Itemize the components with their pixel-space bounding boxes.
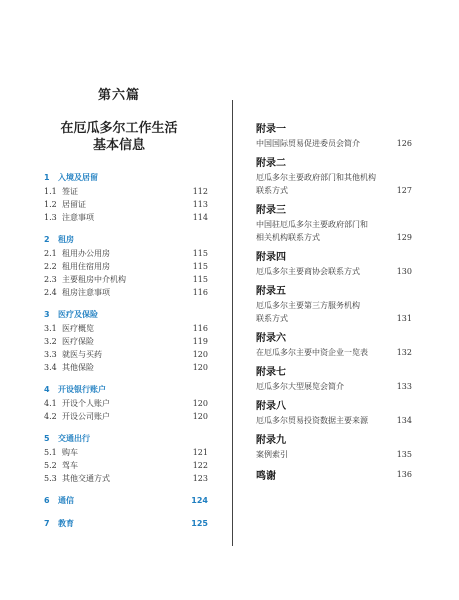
- item-number: 3.1: [44, 324, 57, 333]
- toc-item[interactable]: [44, 361, 208, 374]
- appendix-page: 131: [396, 314, 412, 323]
- appendix-title-line: 在厄瓜多尔主要中资企业一览表: [256, 348, 368, 357]
- chapter-title: 交通出行: [58, 434, 90, 443]
- appendix-entry: [256, 137, 412, 150]
- item-title: 居留证: [62, 200, 86, 209]
- appendix-entry: [256, 346, 412, 359]
- item-page: 120: [192, 350, 208, 359]
- appendix-heading: 附录二: [256, 158, 286, 169]
- item-title: 购车: [62, 448, 78, 457]
- item-number: 2.2: [44, 262, 57, 271]
- toc-appendix[interactable]: [256, 203, 412, 244]
- chapter-title: 开设银行账户: [58, 385, 106, 394]
- item-number: 3.3: [44, 350, 57, 359]
- appendix-title-line: 厄瓜多尔贸易投资数据主要来源: [256, 416, 368, 425]
- item-title: 租用办公用房: [62, 249, 110, 258]
- column-divider: [232, 100, 233, 546]
- item-page: 116: [192, 288, 208, 297]
- item-title: 驾车: [62, 461, 78, 470]
- chapter-title: 入境及居留: [58, 173, 98, 182]
- appendix-entry: [256, 414, 412, 427]
- appendix-title: [256, 380, 396, 393]
- toc-item[interactable]: [44, 397, 208, 410]
- toc-appendix[interactable]: [256, 250, 412, 278]
- item-number: 1.2: [44, 200, 57, 209]
- appendix-title: [256, 299, 396, 325]
- item-number: 2.4: [44, 288, 57, 297]
- toc-appendix[interactable]: [256, 284, 412, 325]
- appendix-heading: 附录七: [256, 367, 286, 378]
- item-title: 租用住宿用房: [62, 262, 110, 271]
- acknowledgement-title: 鸣谢: [256, 471, 276, 482]
- toc-appendix[interactable]: [256, 365, 412, 393]
- toc-item[interactable]: [44, 198, 208, 211]
- item-title: 其他保险: [62, 363, 94, 372]
- toc-item[interactable]: [44, 446, 208, 459]
- item-number: 5.2: [44, 461, 57, 470]
- appendix-page: 126: [396, 139, 412, 148]
- appendix-title-line: 联系方式: [256, 186, 288, 195]
- item-page: 115: [192, 275, 208, 284]
- toc-item[interactable]: [44, 335, 208, 348]
- item-number: 5.3: [44, 474, 57, 483]
- section-title-line-1: 在厄瓜多尔工作生活: [60, 121, 178, 136]
- appendix-title: [256, 448, 396, 461]
- appendix-page: 127: [396, 186, 412, 195]
- chapter-list: [44, 166, 208, 531]
- appendix-heading: 附录九: [256, 435, 286, 446]
- appendix-page: 133: [396, 382, 412, 391]
- item-title: 其他交通方式: [62, 474, 110, 483]
- appendix-title-line: 案例索引: [256, 450, 288, 459]
- toc-item[interactable]: [44, 410, 208, 423]
- toc-item[interactable]: [44, 348, 208, 361]
- appendix-title-line: 厄瓜多尔大型展览会简介: [256, 382, 344, 391]
- toc-item[interactable]: [44, 260, 208, 273]
- item-number: 2.3: [44, 275, 57, 284]
- item-number: 3.2: [44, 337, 57, 346]
- appendix-list: [256, 122, 412, 482]
- appendix-entry: [256, 171, 412, 197]
- appendix-page: 135: [396, 450, 412, 459]
- toc-item[interactable]: [44, 286, 208, 299]
- appendix-entry: [256, 448, 412, 461]
- appendix-entry: [256, 380, 412, 393]
- appendix-title-line: 中国国际贸易促进委员会简介: [256, 139, 360, 148]
- appendix-title-line: 中国驻厄瓜多尔主要政府部门和: [256, 220, 368, 229]
- toc-chapter[interactable]: [44, 431, 208, 446]
- chapter-number: 7: [44, 519, 50, 528]
- toc-appendix[interactable]: [256, 433, 412, 461]
- item-page: 120: [192, 412, 208, 421]
- item-title: 医疗保险: [62, 337, 94, 346]
- item-number: 3.4: [44, 363, 57, 372]
- toc-item[interactable]: [44, 322, 208, 335]
- appendix-title: [256, 137, 396, 150]
- section-title: [0, 120, 238, 154]
- acknowledgement-page: 136: [396, 470, 412, 479]
- appendix-entry: [256, 299, 412, 325]
- toc-chapter[interactable]: [44, 493, 208, 508]
- item-title: 医疗概览: [62, 324, 94, 333]
- item-number: 2.1: [44, 249, 57, 258]
- toc-appendix[interactable]: [256, 156, 412, 197]
- appendix-page: 130: [396, 267, 412, 276]
- appendix-title: [256, 414, 396, 427]
- item-page: 123: [192, 474, 208, 483]
- toc-chapter[interactable]: [44, 170, 208, 185]
- appendix-entry: [256, 265, 412, 278]
- item-number: 1.3: [44, 213, 57, 222]
- appendix-title-line: 厄瓜多尔主要商协会联系方式: [256, 267, 360, 276]
- item-page: 121: [192, 448, 208, 457]
- toc-item[interactable]: [44, 211, 208, 224]
- appendix-heading: 附录五: [256, 286, 286, 297]
- item-title: 主要租房中介机构: [62, 275, 126, 284]
- chapter-number: 5: [44, 434, 50, 443]
- chapter-title: 租房: [58, 235, 74, 244]
- toc-chapter[interactable]: [44, 516, 208, 531]
- appendix-heading: 附录八: [256, 401, 286, 412]
- appendix-title-line: 厄瓜多尔主要第三方服务机构: [256, 301, 360, 310]
- item-number: 5.1: [44, 448, 57, 457]
- toc-acknowledgement[interactable]: [256, 467, 412, 482]
- toc-appendix[interactable]: [256, 399, 412, 427]
- chapter-number: 6: [44, 496, 50, 505]
- section-title-line-2: 基本信息: [92, 138, 145, 153]
- chapter-number: 3: [44, 310, 50, 319]
- item-page: 122: [192, 461, 208, 470]
- appendix-page: 129: [396, 233, 412, 242]
- chapter-number: 1: [44, 173, 50, 182]
- toc-item[interactable]: [44, 247, 208, 260]
- chapter-title: 医疗及保险: [58, 310, 98, 319]
- item-page: 114: [192, 213, 208, 222]
- toc-item[interactable]: [44, 185, 208, 198]
- chapter-number: 2: [44, 235, 50, 244]
- toc-chapter[interactable]: [44, 307, 208, 322]
- item-page: 112: [192, 187, 208, 196]
- item-page: 116: [192, 324, 208, 333]
- appendix-title: [256, 346, 396, 359]
- chapter-page: 125: [191, 519, 208, 528]
- item-page: 119: [192, 337, 208, 346]
- part-title: 第六篇: [97, 88, 140, 103]
- appendix-title: [256, 265, 396, 278]
- appendix-title-line: 相关机构联系方式: [256, 233, 320, 242]
- appendix-heading: 附录六: [256, 333, 286, 344]
- appendix-title: [256, 218, 396, 244]
- chapter-page: 124: [191, 496, 208, 505]
- item-page: 115: [192, 262, 208, 271]
- item-title: 租房注意事项: [62, 288, 110, 297]
- item-page: 115: [192, 249, 208, 258]
- appendix-title: [256, 171, 396, 197]
- appendix-entry: [256, 218, 412, 244]
- chapter-number: 4: [44, 385, 50, 394]
- appendix-page: 134: [396, 416, 412, 425]
- item-page: 120: [192, 363, 208, 372]
- item-title: 就医与买药: [62, 350, 102, 359]
- chapter-title: 通信: [58, 496, 74, 505]
- appendix-heading: 附录三: [256, 205, 286, 216]
- toc-appendix[interactable]: [256, 331, 412, 359]
- item-title: 签证: [62, 187, 78, 196]
- appendix-title-line: 厄瓜多尔主要政府部门和其他机构: [256, 173, 376, 182]
- toc-item[interactable]: [44, 459, 208, 472]
- toc-chapter[interactable]: [44, 382, 208, 397]
- item-title: 注意事项: [62, 213, 94, 222]
- chapter-title: 教育: [58, 519, 74, 528]
- item-title: 开设个人账户: [62, 399, 110, 408]
- toc-appendix[interactable]: [256, 122, 412, 150]
- toc-item[interactable]: [44, 273, 208, 286]
- appendix-page: 132: [396, 348, 412, 357]
- appendix-title-line: 联系方式: [256, 314, 288, 323]
- item-number: 4.1: [44, 399, 57, 408]
- item-page: 120: [192, 399, 208, 408]
- toc-chapter[interactable]: [44, 232, 208, 247]
- appendix-heading: 附录四: [256, 252, 286, 263]
- item-title: 开设公司账户: [62, 412, 110, 421]
- item-number: 4.2: [44, 412, 57, 421]
- item-page: 113: [192, 200, 208, 209]
- appendix-heading: 附录一: [256, 124, 286, 135]
- toc-item[interactable]: [44, 472, 208, 485]
- item-number: 1.1: [44, 187, 57, 196]
